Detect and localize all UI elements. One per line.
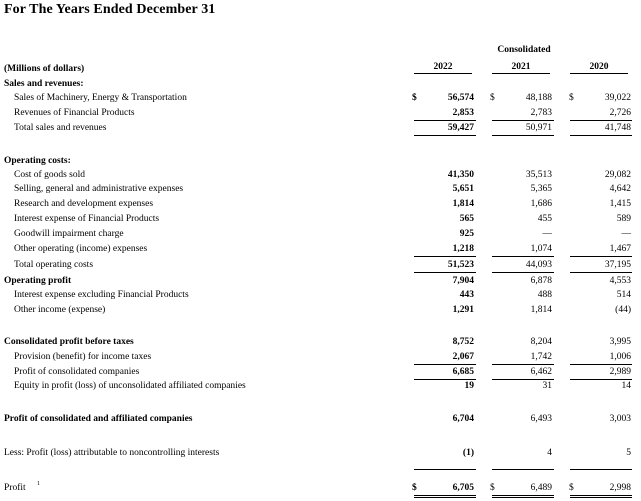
subtotal-rule <box>570 364 632 365</box>
table-row <box>0 448 641 462</box>
subtotal-rule <box>414 120 476 121</box>
cell-2021: 1,742 <box>530 352 552 362</box>
subtotal-rule <box>492 469 554 470</box>
cell-2020: 2,989 <box>609 367 631 377</box>
cell-2020: 3,003 <box>609 414 631 424</box>
cell-2021: 44,093 <box>525 260 552 270</box>
cell-2022: 56,574 <box>447 93 474 103</box>
footnote-marker: 1 <box>37 481 40 487</box>
total-rule <box>492 135 554 136</box>
cell-2022: 1,814 <box>452 199 474 209</box>
cell-2021: 1,074 <box>530 244 552 254</box>
cell-2020: 39,022 <box>604 93 631 103</box>
row-label: Selling, general and administrative expenses <box>14 184 184 194</box>
cell-2022: 19 <box>464 381 474 391</box>
total-rule <box>414 135 476 136</box>
cell-2021: 35,513 <box>525 170 552 180</box>
subtotal-rule <box>414 364 476 365</box>
row-label: Other income (expense) <box>14 305 106 315</box>
row-label: Other operating (income) expenses <box>14 244 148 254</box>
row-label: Total sales and revenues <box>14 123 107 133</box>
table-row <box>0 93 641 107</box>
grand-total-rule <box>492 495 554 498</box>
row-label: Operating costs: <box>4 156 71 166</box>
subtotal-rule <box>414 256 476 257</box>
subtotal-rule <box>570 256 632 257</box>
cell-2020: 589 <box>616 214 631 224</box>
cell-2020: (44) <box>615 305 631 315</box>
cell-2022: 5,651 <box>452 184 474 194</box>
cell-2022: 1,218 <box>452 244 474 254</box>
cell-2021: 48,188 <box>525 93 552 103</box>
cell-2020: 2,726 <box>609 108 631 118</box>
cell-2022: 51,523 <box>447 260 474 270</box>
table-row <box>0 337 641 351</box>
cell-2022: 2,067 <box>452 352 474 362</box>
cell-2020: 3,995 <box>609 337 631 347</box>
cell-2021: 8,204 <box>530 337 552 347</box>
subtotal-rule <box>414 469 476 470</box>
cell-2020: 29,082 <box>604 170 631 180</box>
dollar-sign: $ <box>569 93 574 103</box>
cell-2022: 6,705 <box>452 483 474 493</box>
cell-2020: 1,467 <box>609 244 631 254</box>
dollar-sign: $ <box>490 483 495 493</box>
table-row <box>0 381 641 395</box>
cell-2020: 4,642 <box>609 184 631 194</box>
cell-2020: 14 <box>621 381 631 391</box>
cell-2022: 925 <box>459 229 474 239</box>
row-label: Total operating costs <box>14 260 94 270</box>
cell-2021: 488 <box>537 290 552 300</box>
cell-2021: 1,814 <box>530 305 552 315</box>
cell-2022: 1,291 <box>452 305 474 315</box>
cell-2021: 2,783 <box>530 108 552 118</box>
cell-2021: 6,462 <box>530 367 552 377</box>
row-label: Profit of consolidated and affiliated companies <box>4 414 193 424</box>
row-label: Less: Profit (loss) attributable to noncontrolling interests <box>4 448 220 458</box>
row-label: Interest expense excluding Financial Products <box>14 290 189 300</box>
row-label: Goodwill impairment charge <box>14 229 124 239</box>
subtotal-rule <box>414 379 476 380</box>
table-row <box>0 184 641 198</box>
row-label: Profit <box>4 483 26 493</box>
table-row <box>0 170 641 184</box>
cell-2021: 6,878 <box>530 276 552 286</box>
row-label: Revenues of Financial Products <box>14 108 135 118</box>
cell-2022: 8,752 <box>452 337 474 347</box>
subtotal-rule <box>492 256 554 257</box>
cell-2020: 4,553 <box>609 276 631 286</box>
subtotal-rule <box>570 120 632 121</box>
row-label: Sales and revenues: <box>4 79 84 89</box>
table-row <box>0 156 641 170</box>
cell-2020: 1,415 <box>609 199 631 209</box>
grand-total-rule <box>570 495 632 498</box>
cell-2022: 443 <box>459 290 474 300</box>
cell-2020: 2,998 <box>609 483 631 493</box>
dollar-sign: $ <box>412 93 417 103</box>
row-label: Consolidated profit before taxes <box>4 337 134 347</box>
dollar-sign: $ <box>569 483 574 493</box>
table-row <box>0 305 641 319</box>
cell-2021: 4 <box>547 448 552 458</box>
table-row <box>0 414 641 428</box>
cell-2021: 6,489 <box>530 483 552 493</box>
cell-2021: — <box>542 229 552 239</box>
row-label: Interest expense of Financial Products <box>14 214 160 224</box>
cell-2022: (1) <box>462 448 474 458</box>
row-label: Sales of Machinery, Energy & Transportation <box>14 93 187 103</box>
subtotal-rule <box>492 364 554 365</box>
cell-2021: 455 <box>537 214 552 224</box>
cell-2022: 6,704 <box>452 414 474 424</box>
row-label: Cost of goods sold <box>14 170 85 180</box>
cell-2020: — <box>621 229 631 239</box>
cell-2022: 2,853 <box>452 108 474 118</box>
table-row <box>0 276 641 290</box>
subtotal-rule <box>570 469 632 470</box>
table-row <box>0 214 641 228</box>
cell-2021: 50,971 <box>525 123 552 133</box>
table-row <box>0 199 641 213</box>
subtotal-rule <box>570 272 632 273</box>
page-title: For The Years Ended December 31 <box>4 2 216 17</box>
cell-2020: 5 <box>626 448 631 458</box>
cell-2022: 565 <box>459 214 474 224</box>
cell-2022: 59,427 <box>447 123 474 133</box>
year-header-2022: 2022 <box>414 62 472 74</box>
units-label: (Millions of dollars) <box>4 64 85 74</box>
subtotal-rule <box>414 272 476 273</box>
dollar-sign: $ <box>412 483 417 493</box>
row-label: Operating profit <box>4 276 72 286</box>
year-header-2021: 2021 <box>492 62 550 74</box>
cell-2020: 41,748 <box>604 123 631 133</box>
table-row <box>0 290 641 304</box>
cell-2021: 6,493 <box>530 414 552 424</box>
grand-total-rule <box>414 495 476 498</box>
cell-2020: 1,006 <box>609 352 631 362</box>
cell-2022: 41,350 <box>447 170 474 180</box>
year-header-2020: 2020 <box>570 62 628 74</box>
cell-2021: 1,686 <box>530 199 552 209</box>
total-rule <box>570 135 632 136</box>
subtotal-rule <box>492 120 554 121</box>
table-row <box>0 79 641 93</box>
cell-2021: 31 <box>542 381 552 391</box>
table-row <box>0 229 641 243</box>
cell-2022: 7,904 <box>452 276 474 286</box>
column-group-header: Consolidated <box>497 45 551 55</box>
subtotal-rule <box>492 272 554 273</box>
subtotal-rule <box>492 379 554 380</box>
row-label: Profit of consolidated companies <box>14 367 140 377</box>
cell-2020: 514 <box>616 290 631 300</box>
dollar-sign: $ <box>490 93 495 103</box>
cell-2020: 37,195 <box>604 260 631 270</box>
units-row <box>0 64 641 78</box>
subtotal-rule <box>570 379 632 380</box>
cell-2022: 6,685 <box>452 367 474 377</box>
cell-2021: 5,365 <box>530 184 552 194</box>
row-label: Research and development expenses <box>14 199 154 209</box>
row-label: Equity in profit (loss) of unconsolidated affiliated companies <box>14 381 246 391</box>
row-label: Provision (benefit) for income taxes <box>14 352 152 362</box>
